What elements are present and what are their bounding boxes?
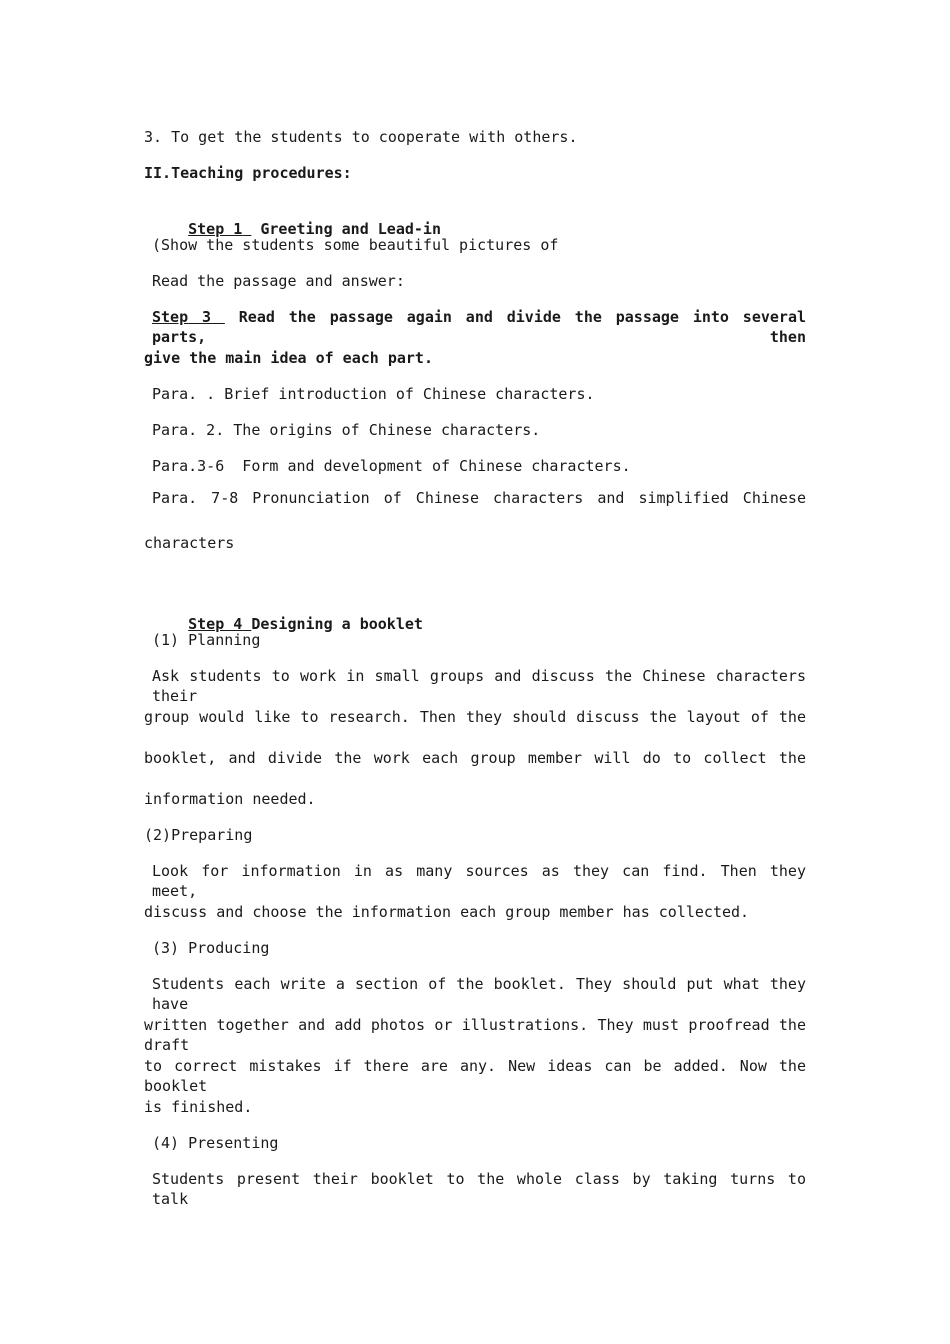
preparing-heading: (2)Preparing — [144, 826, 253, 844]
planning-line: group would like to research. Then they should discuss the layout of the — [144, 708, 806, 726]
producing-heading: (3) Producing — [152, 939, 270, 957]
objective-3: 3. To get the students to cooperate with others. — [144, 128, 578, 146]
section-title: II.Teaching procedures: — [144, 164, 352, 182]
para-item: Para. 2. The origins of Chinese characters. — [152, 421, 541, 439]
step3-title-part1: Read the passage again and divide the passage into several parts, then — [152, 308, 807, 346]
step1-label: Step 1 — [188, 220, 243, 238]
preparing-line: discuss and choose the information each group member has collected. — [144, 903, 750, 921]
producing-line: Students each write a section of the booklet. They should put what they have — [152, 975, 806, 1013]
planning-line: booklet, and divide the work each group member will do to collect the — [144, 749, 806, 767]
producing-line: is finished. — [144, 1098, 253, 1116]
para-item-last-line1: Para. 7-8 Pronunciation of Chinese characters and simplified Chinese — [152, 489, 806, 507]
step1-line1: (Show the students some beautiful pictures of — [152, 236, 559, 254]
planning-line: Ask students to work in small groups and discuss the Chinese characters their — [152, 667, 806, 705]
presenting-line: Students present their booklet to the whole class by taking turns to talk — [152, 1170, 806, 1208]
para-item-last-line2: characters — [144, 534, 235, 552]
para-item: Para. . Brief introduction of Chinese characters. — [152, 385, 595, 403]
para-item: Para.3-6 Form and development of Chinese characters. — [152, 457, 631, 475]
producing-line: written together and add photos or illustrations. They must proofread the draft — [144, 1016, 806, 1054]
planning-line: information needed. — [144, 790, 316, 808]
step4-label: Step 4 — [188, 615, 243, 633]
planning-heading: (1) Planning — [152, 631, 261, 649]
step3-label: Step 3 — [152, 308, 212, 326]
producing-line: to correct mistakes if there are any. New ideas can be added. Now the booklet — [144, 1057, 806, 1095]
step3-title-part2: give the main idea of each part. — [144, 349, 433, 367]
step1-line2: Read the passage and answer: — [152, 272, 405, 290]
presenting-heading: (4) Presenting — [152, 1134, 279, 1152]
step3-heading — [152, 307, 806, 347]
step1-title: Greeting and Lead-in — [260, 220, 441, 238]
step4-title: Designing a booklet — [251, 615, 423, 633]
preparing-line: Look for information in as many sources as they can find. Then they meet, — [152, 862, 806, 900]
